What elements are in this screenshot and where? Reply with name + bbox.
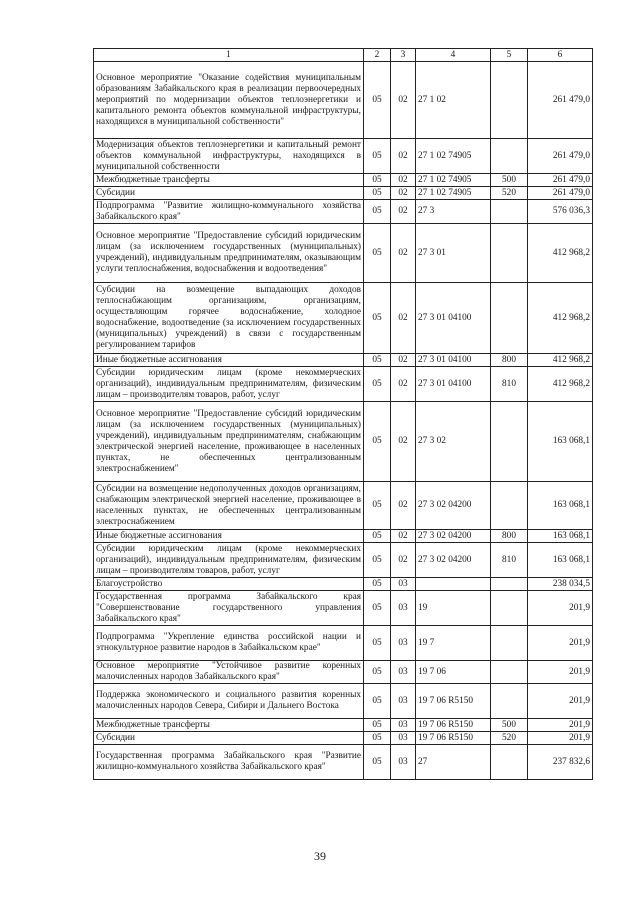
- row-expense-type: [491, 139, 528, 174]
- table-row: [94, 283, 593, 354]
- table-row: [94, 224, 593, 283]
- budget-table: [93, 48, 593, 780]
- table-body: [94, 62, 593, 780]
- row-subsection: 02: [391, 139, 416, 174]
- table-row: [94, 591, 593, 626]
- row-name: Поддержка экономического и социального развития коренных малочисленных народов Севера, Сибири и Дальнего Востока: [94, 684, 364, 719]
- row-name: Основное мероприятие "Оказание содействия муниципальным образованиям Забайкальского края в реализации первоочередных мероприятий по модернизации объектов теплоэнергетики и капитального ремонта объектов коммунальной инфраструктуры, находящихся в муниципальной собственности": [94, 62, 364, 139]
- row-subsection: 02: [391, 482, 416, 530]
- table-row: [94, 661, 593, 684]
- row-section: 05: [364, 139, 391, 174]
- row-subsection: 03: [391, 661, 416, 684]
- row-amount: 201,9: [528, 591, 593, 626]
- row-amount: 261 479,0: [528, 174, 593, 187]
- row-target-code: 27 3 02 04200: [416, 543, 491, 578]
- row-name: Основное мероприятие "Предоставление субсидий юридическим лицам (за исключением государственных (муниципальных) учреждений), индивидуальным предпринимателям, снабжающим электрической энергией население, проживающее в населенных пунктах, не обеспеченных централизованным электроснабжением": [94, 402, 364, 482]
- row-subsection: 03: [391, 745, 416, 780]
- row-section: 05: [364, 367, 391, 402]
- row-target-code: 27 3 01 04100: [416, 283, 491, 354]
- column-header-name: 1: [94, 49, 364, 62]
- row-section: 05: [364, 684, 391, 719]
- row-section: 05: [364, 354, 391, 367]
- row-subsection: 02: [391, 367, 416, 402]
- row-name: Подпрограмма "Укрепление единства российской нации и этнокультурное развитие народов в Забайкальском крае": [94, 626, 364, 661]
- row-subsection: 02: [391, 200, 416, 224]
- row-amount: 163 068,1: [528, 543, 593, 578]
- row-name: Субсидии: [94, 187, 364, 200]
- row-expense-type: 800: [491, 354, 528, 367]
- table-row: [94, 732, 593, 745]
- row-name: Государственная программа Забайкальского края "Развитие жилищно-коммунального хозяйства Забайкальского края": [94, 745, 364, 780]
- row-target-code: 27 3: [416, 200, 491, 224]
- row-subsection: 03: [391, 684, 416, 719]
- row-section: 05: [364, 732, 391, 745]
- column-header-amount: 6: [528, 49, 593, 62]
- row-amount: 261 479,0: [528, 187, 593, 200]
- row-expense-type: 520: [491, 187, 528, 200]
- row-section: 05: [364, 224, 391, 283]
- table-row: [94, 139, 593, 174]
- row-subsection: 02: [391, 283, 416, 354]
- row-target-code: 27 1 02: [416, 62, 491, 139]
- row-amount: 201,9: [528, 684, 593, 719]
- row-section: 05: [364, 62, 391, 139]
- row-target-code: [416, 578, 491, 591]
- row-name: Иные бюджетные ассигнования: [94, 530, 364, 543]
- row-expense-type: 810: [491, 367, 528, 402]
- row-amount: 238 034,5: [528, 578, 593, 591]
- table-row: [94, 62, 593, 139]
- column-header-section: 2: [364, 49, 391, 62]
- row-name: Субсидии: [94, 732, 364, 745]
- row-expense-type: 810: [491, 543, 528, 578]
- row-amount: 237 832,6: [528, 745, 593, 780]
- row-amount: 412 968,2: [528, 367, 593, 402]
- row-section: 05: [364, 719, 391, 732]
- table-row: [94, 187, 593, 200]
- table-row: [94, 200, 593, 224]
- row-expense-type: [491, 745, 528, 780]
- table-row: [94, 354, 593, 367]
- row-expense-type: [491, 62, 528, 139]
- row-target-code: 19 7 06 R5150: [416, 719, 491, 732]
- row-section: 05: [364, 543, 391, 578]
- row-section: 05: [364, 283, 391, 354]
- table-row: [94, 578, 593, 591]
- row-subsection: 03: [391, 591, 416, 626]
- row-name: Субсидии юридическим лицам (кроме некоммерческих организаций), индивидуальным предпринимателям, физическим лицам – производителям товаров, работ, услуг: [94, 543, 364, 578]
- row-target-code: 19 7 06 R5150: [416, 684, 491, 719]
- row-expense-type: [491, 283, 528, 354]
- table-row: [94, 402, 593, 482]
- row-subsection: 03: [391, 578, 416, 591]
- row-target-code: 27: [416, 745, 491, 780]
- table-header-row: [94, 49, 593, 62]
- row-section: 05: [364, 174, 391, 187]
- row-target-code: 27 3 01 04100: [416, 367, 491, 402]
- row-subsection: 02: [391, 62, 416, 139]
- row-amount: 412 968,2: [528, 283, 593, 354]
- row-expense-type: 500: [491, 719, 528, 732]
- row-subsection: 02: [391, 402, 416, 482]
- row-target-code: 27 1 02 74905: [416, 174, 491, 187]
- table-row: [94, 719, 593, 732]
- row-amount: 261 479,0: [528, 62, 593, 139]
- row-expense-type: [491, 626, 528, 661]
- table-row: [94, 626, 593, 661]
- row-section: 05: [364, 591, 391, 626]
- row-target-code: 27 1 02 74905: [416, 139, 491, 174]
- row-amount: 576 036,3: [528, 200, 593, 224]
- column-header-expense-type: 5: [491, 49, 528, 62]
- row-subsection: 02: [391, 174, 416, 187]
- row-name: Субсидии юридическим лицам (кроме некоммерческих организаций), индивидуальным предпринимателям, физическим лицам – производителям товаров, работ, услуг: [94, 367, 364, 402]
- row-target-code: 27 3 02 04200: [416, 482, 491, 530]
- table-row: [94, 174, 593, 187]
- row-amount: 201,9: [528, 719, 593, 732]
- row-name: Основное мероприятие "Устойчивое развитие коренных малочисленных народов Забайкальского края": [94, 661, 364, 684]
- page-number: 39: [314, 849, 326, 863]
- row-expense-type: [491, 402, 528, 482]
- row-section: 05: [364, 482, 391, 530]
- row-name: Межбюджетные трансферты: [94, 174, 364, 187]
- row-expense-type: 800: [491, 530, 528, 543]
- row-subsection: 02: [391, 354, 416, 367]
- row-name: Государственная программа Забайкальского края "Совершенствование государственного управления Забайкальского края": [94, 591, 364, 626]
- row-name: Подпрограмма "Развитие жилищно-коммунального хозяйства Забайкальского края": [94, 200, 364, 224]
- row-target-code: 27 3 01 04100: [416, 354, 491, 367]
- row-amount: 412 968,2: [528, 354, 593, 367]
- row-section: 05: [364, 661, 391, 684]
- row-expense-type: 500: [491, 174, 528, 187]
- row-subsection: 02: [391, 530, 416, 543]
- table-row: [94, 530, 593, 543]
- row-name: Иные бюджетные ассигнования: [94, 354, 364, 367]
- table-row: [94, 543, 593, 578]
- table-row: [94, 482, 593, 530]
- row-section: 05: [364, 626, 391, 661]
- row-target-code: 19 7 06 R5150: [416, 732, 491, 745]
- row-target-code: 19: [416, 591, 491, 626]
- row-expense-type: [491, 591, 528, 626]
- row-name: Межбюджетные трансферты: [94, 719, 364, 732]
- row-subsection: 03: [391, 719, 416, 732]
- column-header-subsection: 3: [391, 49, 416, 62]
- row-amount: 201,9: [528, 661, 593, 684]
- row-expense-type: [491, 224, 528, 283]
- row-amount: 163 068,1: [528, 402, 593, 482]
- row-target-code: 27 3 02 04200: [416, 530, 491, 543]
- row-name: Основное мероприятие "Предоставление субсидий юридическим лицам (за исключением государственных (муниципальных) учреждений), индивидуальным предпринимателям, оказывающим услуги теплоснабжения, водоснабжения и водоотведения": [94, 224, 364, 283]
- row-section: 05: [364, 745, 391, 780]
- row-name: Модернизация объектов теплоэнергетики и капитальный ремонт объектов коммунальной инфраструктуры, находящихся в муниципальной собственности: [94, 139, 364, 174]
- table-row: [94, 684, 593, 719]
- row-amount: 163 068,1: [528, 482, 593, 530]
- row-section: 05: [364, 200, 391, 224]
- row-amount: 412 968,2: [528, 224, 593, 283]
- table-row: [94, 745, 593, 780]
- row-name: Благоустройство: [94, 578, 364, 591]
- row-target-code: 27 1 02 74905: [416, 187, 491, 200]
- row-subsection: 02: [391, 543, 416, 578]
- row-amount: 201,9: [528, 626, 593, 661]
- row-target-code: 27 3 02: [416, 402, 491, 482]
- row-amount: 163 068,1: [528, 530, 593, 543]
- row-expense-type: [491, 482, 528, 530]
- row-target-code: 19 7: [416, 626, 491, 661]
- row-section: 05: [364, 578, 391, 591]
- table-row: [94, 367, 593, 402]
- row-target-code: 27 3 01: [416, 224, 491, 283]
- row-subsection: 02: [391, 224, 416, 283]
- row-expense-type: [491, 661, 528, 684]
- row-amount: 201,9: [528, 732, 593, 745]
- row-section: 05: [364, 402, 391, 482]
- row-expense-type: [491, 200, 528, 224]
- column-header-target-code: 4: [416, 49, 491, 62]
- row-section: 05: [364, 530, 391, 543]
- row-name: Субсидии на возмещение выпадающих доходов теплоснабжающим организациям, организациям, осуществляющим горячее водоснабжение, холодное водоснабжение, водоотведение (за исключением государственных (муниципальных) учреждений) в связи с государственным регулированием тарифов: [94, 283, 364, 354]
- row-subsection: 03: [391, 732, 416, 745]
- row-subsection: 03: [391, 626, 416, 661]
- row-target-code: 19 7 06: [416, 661, 491, 684]
- row-amount: 261 479,0: [528, 139, 593, 174]
- row-name: Субсидии на возмещение недополученных доходов организациям, снабжающим электрической энергией население, проживающее в населенных пунктах, не обеспеченных централизованным электроснабжением: [94, 482, 364, 530]
- row-expense-type: 520: [491, 732, 528, 745]
- row-section: 05: [364, 187, 391, 200]
- row-expense-type: [491, 684, 528, 719]
- row-subsection: 02: [391, 187, 416, 200]
- row-expense-type: [491, 578, 528, 591]
